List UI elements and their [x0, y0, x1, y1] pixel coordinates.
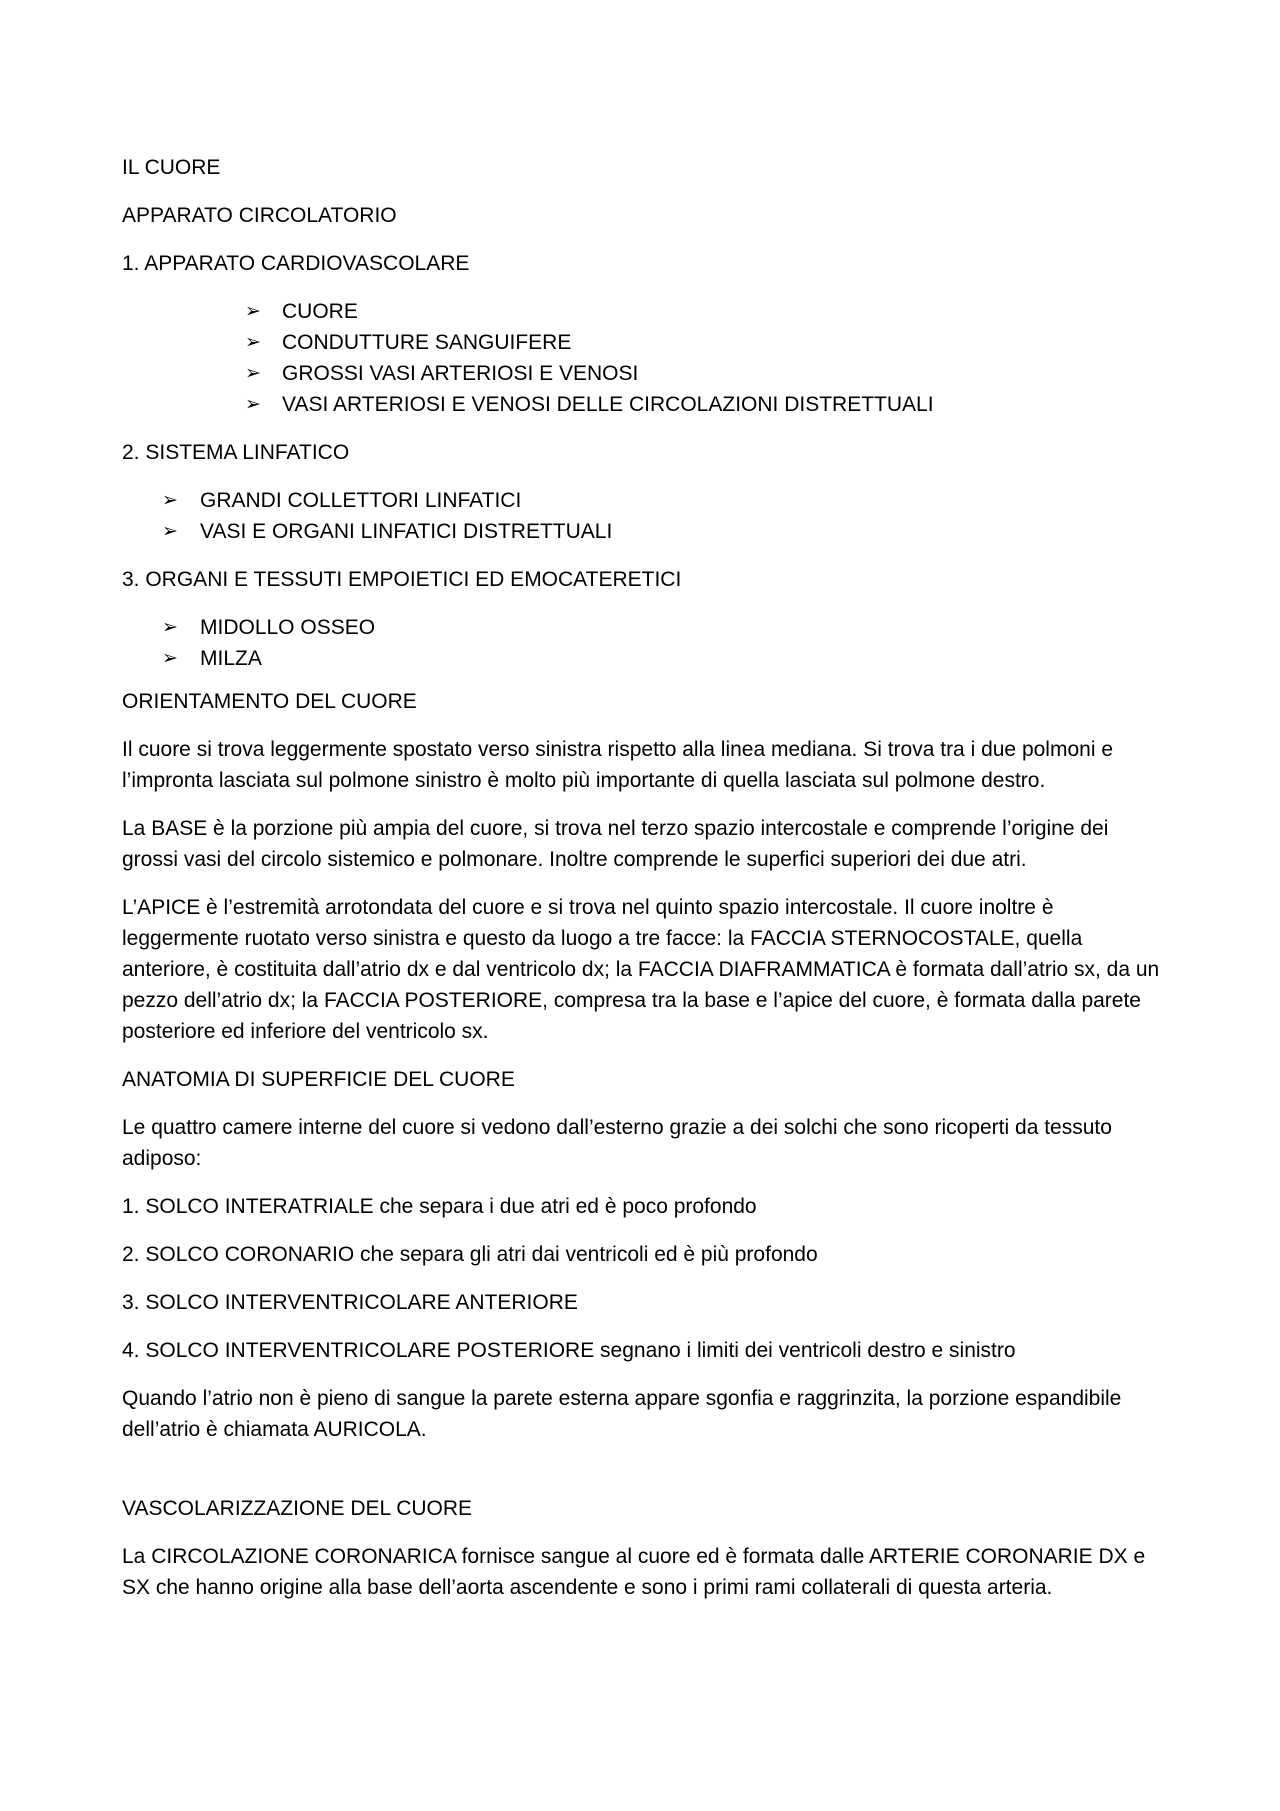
heading-anatomia: ANATOMIA DI SUPERFICIE DEL CUORE: [122, 1068, 515, 1091]
paragraph-anatomia-intro: Le quattro camere interne del cuore si vedono dall’esterno grazie a dei solchi che sono ricoperti da tessuto adiposo:: [122, 1116, 1112, 1170]
paragraph-auricola: Quando l’atrio non è pieno di sangue la parete esterna appare sgonfia e raggrinzita, la porzione espandibile dell’atrio è chiamata AURICOLA.: [122, 1387, 1122, 1441]
arrowhead-right-icon: ➢: [162, 489, 178, 511]
section-3-title: 3. ORGANI E TESSUTI EMPOIETICI ED EMOCATERETICI: [122, 568, 682, 591]
list-item: ➢ VASI E ORGANI LINFATICI DISTRETTUALI: [122, 516, 1162, 547]
section-2-title: 2. SISTEMA LINFATICO: [122, 441, 350, 464]
heading-orientamento: ORIENTAMENTO DEL CUORE: [122, 690, 417, 713]
section-1-title: 1. APPARATO CARDIOVASCOLARE: [122, 252, 470, 275]
solco-interventricolare-anteriore: 3. SOLCO INTERVENTRICOLARE ANTERIORE: [122, 1291, 578, 1314]
heading-apparato-circolatorio: APPARATO CIRCOLATORIO: [122, 204, 397, 227]
paragraph-circolazione-coronarica: La CIRCOLAZIONE CORONARICA fornisce sangue al cuore ed è formata dalle ARTERIE CORONARIE DX e SX che hanno origine alla base dell’aorta ascendente e sono i primi rami collaterali di questa arteria.: [122, 1545, 1146, 1599]
document-page: [122, 152, 1162, 1603]
arrowhead-right-icon: ➢: [162, 647, 178, 669]
arrowhead-right-icon: ➢: [245, 300, 261, 322]
paragraph-apice: L’APICE è l’estremità arrotondata del cuore e si trova nel quinto spazio intercostale. Il cuore inoltre è leggermente ruotato verso sinistra e questo da luogo a tre facce: la FACCIA STERNOCOSTALE, quella anteriore, è costituita dall’atrio dx e dal ventricolo dx; la FACCIA DIAFRAMMATICA è formata dall’atrio sx, da un pezzo dell’atrio dx; la FACCIA POSTERIORE, compresa tra la base e l’apice del cuore, è formata dalla parete posteriore ed inferiore del ventricolo sx.: [122, 896, 1160, 1043]
paragraph-base: La BASE è la porzione più ampia del cuore, si trova nel terzo spazio intercostale e comprende l’origine dei grossi vasi del circolo sistemico e polmonare. Inoltre comprende le superfici superiori dei due atri.: [122, 817, 1109, 871]
list-item: ➢ GROSSI VASI ARTERIOSI E VENOSI: [122, 358, 1162, 389]
arrowhead-right-icon: ➢: [245, 331, 261, 353]
arrowhead-right-icon: ➢: [245, 393, 261, 415]
solco-interventricolare-posteriore: 4. SOLCO INTERVENTRICOLARE POSTERIORE segnano i limiti dei ventricoli destro e sinistro: [122, 1339, 1016, 1362]
section-3-list: [122, 612, 1162, 674]
list-item: ➢ GRANDI COLLETTORI LINFATICI: [122, 485, 1162, 516]
solco-interatriale: 1. SOLCO INTERATRIALE che separa i due atri ed è poco profondo: [122, 1195, 757, 1218]
arrowhead-right-icon: ➢: [245, 362, 261, 384]
list-item: ➢ CONDUTTURE SANGUIFERE: [122, 327, 1162, 358]
section-2-list: [122, 485, 1162, 547]
paragraph-orientamento-1: Il cuore si trova leggermente spostato verso sinistra rispetto alla linea mediana. Si trova tra i due polmoni e l’impronta lasciata sul polmone sinistro è molto più importante di quella lasciata sul polmone destro.: [122, 738, 1113, 792]
document-title: IL CUORE: [122, 156, 221, 179]
list-item: ➢ MIDOLLO OSSEO: [122, 612, 1162, 643]
arrowhead-right-icon: ➢: [162, 520, 178, 542]
arrowhead-right-icon: ➢: [162, 616, 178, 638]
solco-coronario: 2. SOLCO CORONARIO che separa gli atri dai ventricoli ed è più profondo: [122, 1243, 818, 1266]
list-item: ➢ MILZA: [122, 643, 1162, 674]
list-item: ➢ CUORE: [122, 296, 1162, 327]
section-1-list: [122, 296, 1162, 420]
list-item: ➢ VASI ARTERIOSI E VENOSI DELLE CIRCOLAZIONI DISTRETTUALI: [122, 389, 1162, 420]
heading-vascolarizzazione: VASCOLARIZZAZIONE DEL CUORE: [122, 1497, 473, 1520]
